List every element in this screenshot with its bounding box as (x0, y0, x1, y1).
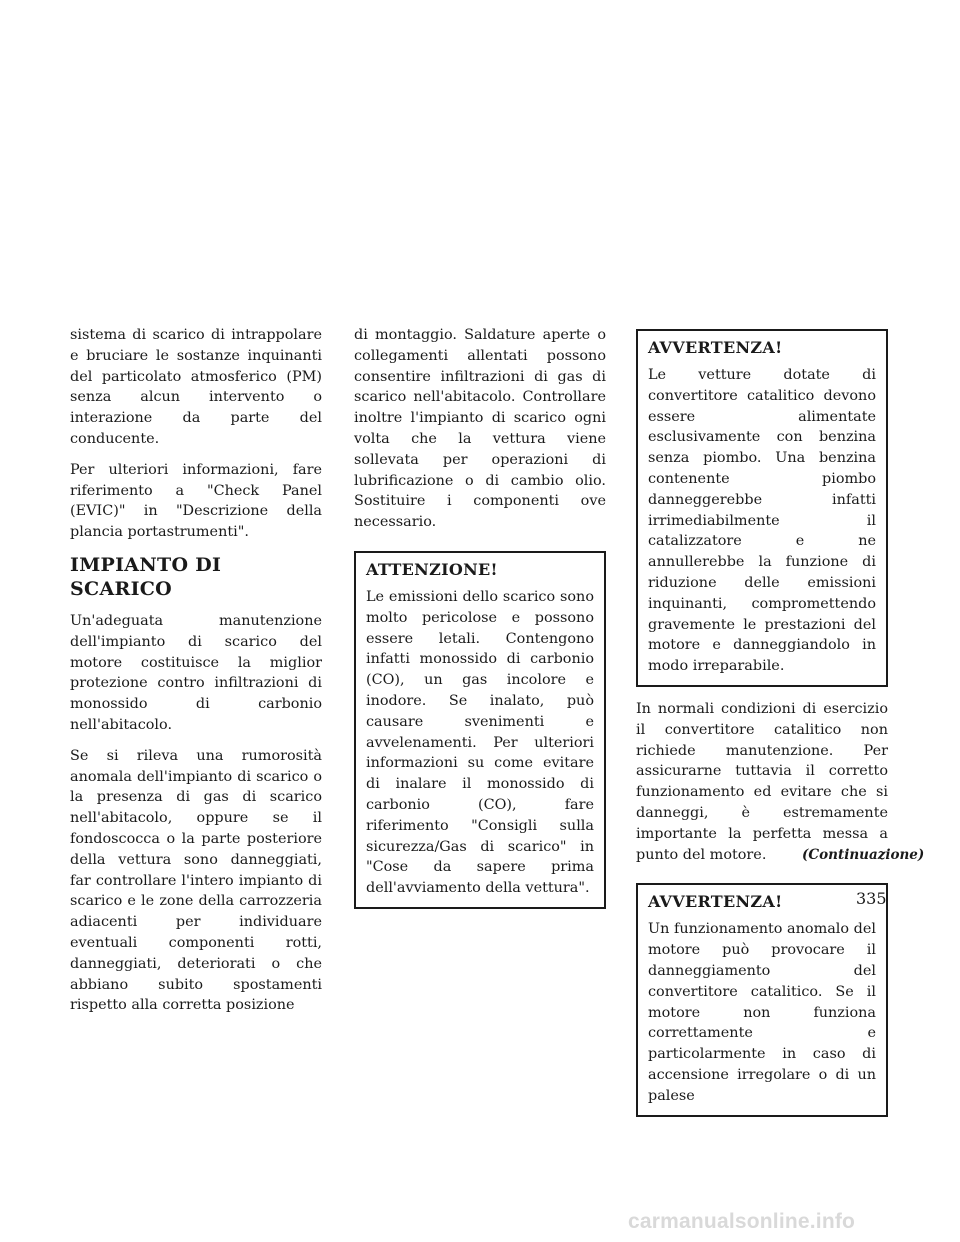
attention-box (354, 551, 606, 909)
continuation-note: (Continuazione) (802, 847, 925, 863)
paragraph: Per ulteriori informazioni, fare riferimento a "Check Panel (EVIC)" in "Descrizione della plancia portastrumenti". (70, 461, 322, 541)
column-middle (354, 325, 606, 921)
warning-title: AVVERTENZA! (648, 338, 783, 357)
paragraph: In normali condizioni di esercizio il convertitore catalitico non richiede manutenzione. Per assicurarne tuttavia il corretto funzionamento ed evitare che si danneggi, è estremamente importante la perfetta messa a punto del motore. (636, 700, 888, 863)
warning-box (636, 329, 888, 687)
warning-title: AVVERTENZA! (648, 892, 783, 912)
warning-text: Un funzionamento anomalo del motore può provocare il danneggiamento del convertitore catalitico. Se il motore non funziona correttamente e particolarmente in caso di accensione irregolare o di un palese (648, 921, 876, 1104)
paragraph: sistema di scarico di intrappolare e bruciare le sostanze inquinanti del particolato atmosferico (PM) senza alcun intervento o interazione da parte del conducente. (70, 327, 322, 447)
watermark: carmanualsonline.info (628, 1210, 856, 1233)
section-heading: IMPIANTO DI SCARICO (70, 553, 222, 600)
column-right (636, 325, 888, 1129)
attention-title: ATTENZIONE! (366, 559, 498, 579)
attention-text: Le emissioni dello scarico sono molto pericolose e possono essere letali. Contengono infatti monossido di carbonio (CO), un gas incolore e inodore. Se inalato, può causare svenimenti e avvelenamenti. Per ulteriori informazioni su come evitare di inalare il monossido di carbonio (CO), fare riferimento "Consigli sulla sicurezza/Gas di scarico" in "Cose da sapere prima dell'avviamento della vettura". (366, 588, 594, 897)
page-number: 335 (856, 889, 887, 908)
column-left (70, 325, 322, 1026)
paragraph: di montaggio. Saldature aperte o collegamenti allentati possono consentire infiltrazioni di gas di scarico nell'abitacolo. Controllare inoltre l'impianto di scarico ogni volta che la vettura viene sollevata per operazioni di lubrificazione o di cambio olio. Sostituire i componenti ove necessario. (354, 327, 606, 531)
warning-box-2 (636, 883, 888, 1116)
warning-text: Le vetture dotate di convertitore catalitico devono essere alimentate esclusivamente con benzina senza piombo. Una benzina contenente piombo danneggerebbe infatti irrimediabilmente il catalizzatore e ne annullerebbe la funzione di riduzione delle emissioni inquinanti, compromettendo gravemente le prestazioni del motore e danneggiandolo in modo irreparabile. (648, 367, 876, 675)
paragraph: Un'adeguata manutenzione dell'impianto di scarico del motore costituisce la miglior protezione contro infiltrazioni di monossido di carbonio nell'abitacolo. (70, 612, 322, 733)
paragraph: Se si rileva una rumorosità anomala dell'impianto di scarico o la presenza di gas di scarico nell'abitacolo, oppure se il fondoscocca o la parte posteriore della vettura sono danneggiati, far controllare l'intero impianto di scarico e le zone della carrozzeria adiacenti per individuare eventuali componenti rotti, danneggiati, deteriorati o che abbiano subito spostamenti rispetto alla corretta posizione (70, 747, 322, 1014)
